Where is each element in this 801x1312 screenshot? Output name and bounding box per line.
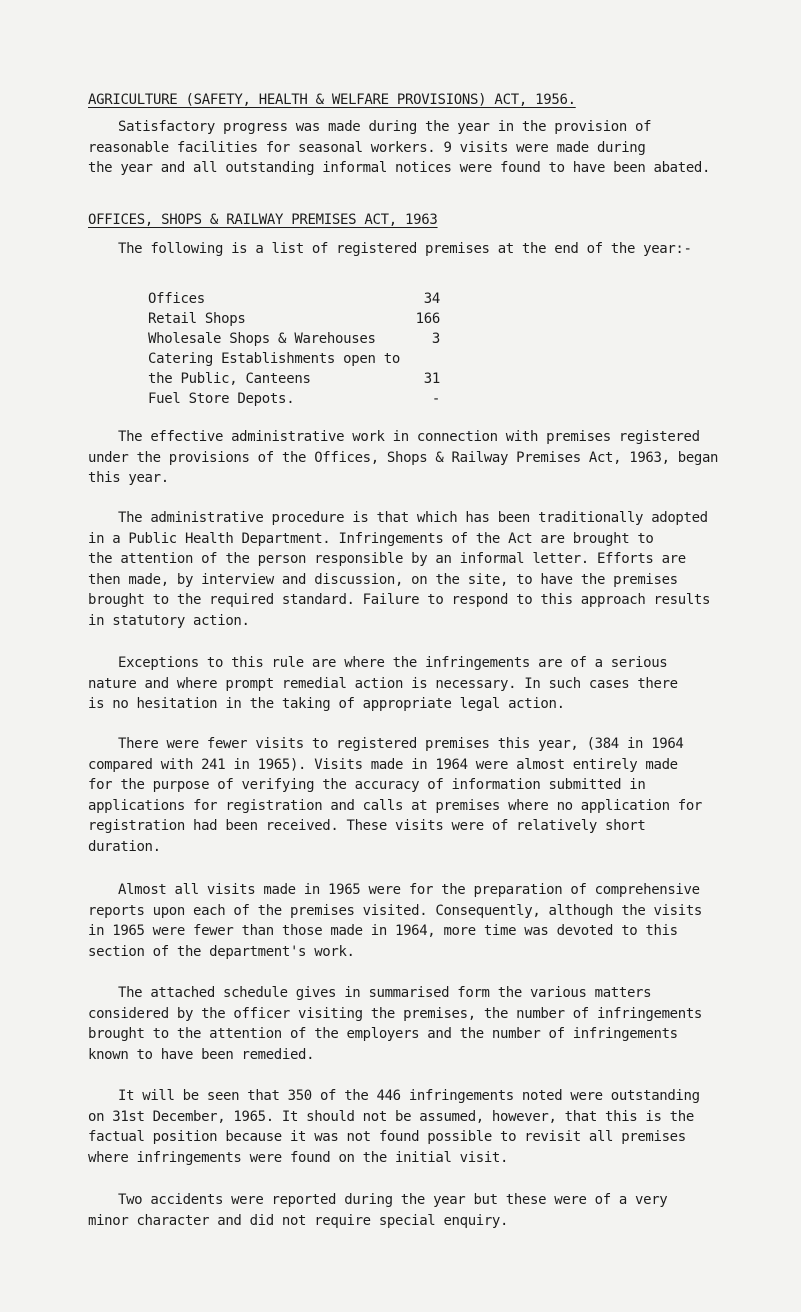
- premises-label: Retail Shops: [148, 311, 246, 327]
- agriculture-paragraph: [88, 117, 788, 179]
- paragraph-line: considered by the officer visiting the premises, the number of infringements: [88, 1005, 702, 1022]
- offices-heading: OFFICES, SHOPS & RAILWAY PREMISES ACT, 1963: [88, 212, 438, 228]
- premises-count: [400, 349, 440, 369]
- paragraph-line: where infringements were found on the initial visit.: [88, 1149, 509, 1166]
- premises-count: -: [431, 391, 440, 407]
- body-paragraph: [88, 653, 788, 715]
- premises-count: 166: [415, 311, 440, 327]
- paragraph-line: Exceptions to this rule are where the infringements are of a serious: [118, 655, 668, 671]
- body-paragraph: [88, 734, 788, 857]
- paragraph-line: reports upon each of the premises visited. Consequently, although the visits: [88, 902, 702, 919]
- paragraph-line: There were fewer visits to registered premises this year, (384 in 1964: [118, 736, 684, 752]
- paragraph-line: It will be seen that 350 of the 446 infringements noted were outstanding: [118, 1088, 700, 1104]
- paragraph-line: factual position because it was not found possible to revisit all premises: [88, 1129, 686, 1145]
- body-paragraph: [88, 1086, 788, 1168]
- paragraph-line: The administrative procedure is that which has been traditionally adopted: [118, 510, 708, 526]
- paragraph-line: applications for registration and calls at premises where no application for: [88, 797, 702, 814]
- paragraph-line: The attached schedule gives in summarised form the various matters: [118, 985, 652, 1001]
- premises-label: Offices: [148, 291, 205, 307]
- paragraph-line: Satisfactory progress was made during the year in the provision of: [118, 119, 652, 135]
- table-row: [148, 289, 440, 309]
- paragraph-line: known to have been remedied.: [88, 1046, 315, 1063]
- agriculture-heading: AGRICULTURE (SAFETY, HEALTH & WELFARE PROVISIONS) ACT, 1956.: [88, 92, 576, 108]
- premises-label: the Public, Canteens: [148, 371, 311, 387]
- paragraph-line: on 31st December, 1965. It should not be assumed, however, that this is the: [88, 1108, 694, 1125]
- paragraph-line: minor character and did not require special enquiry.: [88, 1212, 509, 1229]
- paragraph-line: under the provisions of the Offices, Shops & Railway Premises Act, 1963, began: [88, 449, 719, 466]
- premises-count: 31: [423, 371, 440, 387]
- premises-count: 34: [423, 291, 440, 307]
- paragraph-line: The effective administrative work in connection with premises registered: [118, 429, 700, 445]
- body-paragraph: [88, 880, 788, 962]
- paragraph-line: this year.: [88, 470, 169, 486]
- registered-premises-table: [148, 289, 440, 409]
- paragraph-line: duration.: [88, 838, 161, 855]
- body-paragraph: [88, 427, 788, 489]
- paragraph-line: the year and all outstanding informal notices were found to have been abated.: [88, 160, 711, 176]
- paragraph-line: brought to the attention of the employers and the number of infringements: [88, 1026, 678, 1042]
- table-row: [148, 309, 440, 329]
- paragraph-line: Almost all visits made in 1965 were for the preparation of comprehensive: [118, 882, 700, 898]
- paragraph-line: Two accidents were reported during the year but these were of a very: [118, 1192, 668, 1208]
- body-paragraph: [88, 1190, 788, 1231]
- table-row: [148, 329, 440, 349]
- paragraph-line: in 1965 were fewer than those made in 1964, more time was devoted to this: [88, 923, 678, 939]
- premises-count: 3: [431, 331, 440, 347]
- paragraph-line: nature and where prompt remedial action is necessary. In such cases there: [88, 675, 678, 692]
- premises-label: Wholesale Shops & Warehouses: [148, 331, 376, 347]
- premises-label: Catering Establishments open to: [148, 351, 400, 367]
- paragraph-line: in a Public Health Department. Infringements of the Act are brought to: [88, 530, 654, 547]
- paragraph-line: the attention of the person responsible by an informal letter. Efforts are: [88, 551, 686, 567]
- paragraph-line: The following is a list of registered premises at the end of the year:-: [118, 241, 692, 257]
- premises-label: Fuel Store Depots.: [148, 391, 295, 407]
- body-paragraph: [88, 508, 788, 631]
- table-row: [148, 389, 440, 409]
- paragraph-line: then made, by interview and discussion, on the site, to have the premises: [88, 571, 678, 588]
- body-paragraph: [88, 983, 788, 1065]
- table-row: [148, 349, 440, 369]
- table-row: [148, 369, 440, 389]
- paragraph-line: is no hesitation in the taking of appropriate legal action.: [88, 696, 565, 712]
- paragraph-line: reasonable facilities for seasonal workers. 9 visits were made during: [88, 139, 646, 156]
- paragraph-line: for the purpose of verifying the accuracy of information submitted in: [88, 777, 646, 793]
- paragraph-line: registration had been received. These visits were of relatively short: [88, 818, 646, 834]
- paragraph-line: section of the department's work.: [88, 943, 355, 960]
- paragraph-line: in statutory action.: [88, 612, 250, 629]
- paragraph-line: brought to the required standard. Failure to respond to this approach results: [88, 592, 711, 608]
- paragraph-line: compared with 241 in 1965). Visits made in 1964 were almost entirely made: [88, 756, 678, 773]
- premises-intro: [88, 239, 788, 260]
